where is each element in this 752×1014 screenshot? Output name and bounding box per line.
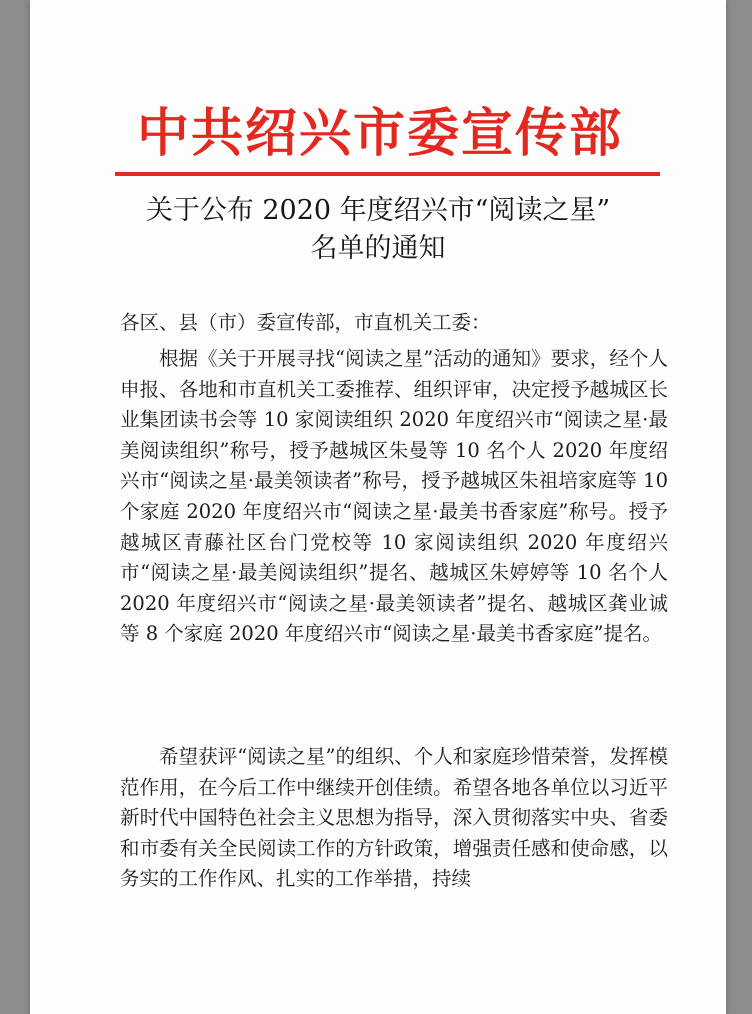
- document-page: [30, 0, 726, 1014]
- body-paragraph-2: 希望获评“阅读之星”的组织、个人和家庭珍惜荣誉，发挥模范作用，在今后工作中继续开创佳绩。希望各地各单位以习近平新时代中国特色社会主义思想为指导，深入贯彻落实中央、省委和市委有关全民阅读工作的方针政策，增强责任感和使命感，以务实的工作作风、扎实的工作举措，持续: [120, 745, 668, 891]
- notice-title-line-2: 名单的通知: [310, 233, 446, 264]
- issuing-organization-header: 中共绍兴市委宣传部: [136, 104, 623, 164]
- notice-title-line-1: 关于公布 2020 年度绍兴市“阅读之星”: [145, 195, 611, 226]
- notice-title: [70, 192, 686, 268]
- red-header-rule: [115, 172, 660, 176]
- salutation: 各区、县（市）委宣传部，市直机关工委：: [120, 311, 491, 334]
- body-paragraph-1: 根据《关于开展寻找“阅读之星”活动的通知》要求，经个人申报、各地和市直机关工委推荐、组织评审，决定授予越城区长业集团读书会等 10 家阅读组织 2020 年度绍兴市“阅读之星·最美阅读组织”称号，授予越城区朱曼等 10 名个人 2020 年度绍兴市“阅读之星·最美领读者”称号，授予越城区朱祖培家庭等 10 个家庭 2020 年度绍兴市“阅读之星·最美书香家庭”称号。授予越城区青藤社区台门党校等 10 家阅读组织 2020 年度绍兴市“阅读之星·最美阅读组织”提名、越城区朱婷婷等 10 名个人 2020 年度绍兴市“阅读之星·最美领读者”提名、越城区龚业诚等 8 个家庭 2020 年度绍兴市“阅读之星·最美书香家庭”提名。: [120, 347, 668, 646]
